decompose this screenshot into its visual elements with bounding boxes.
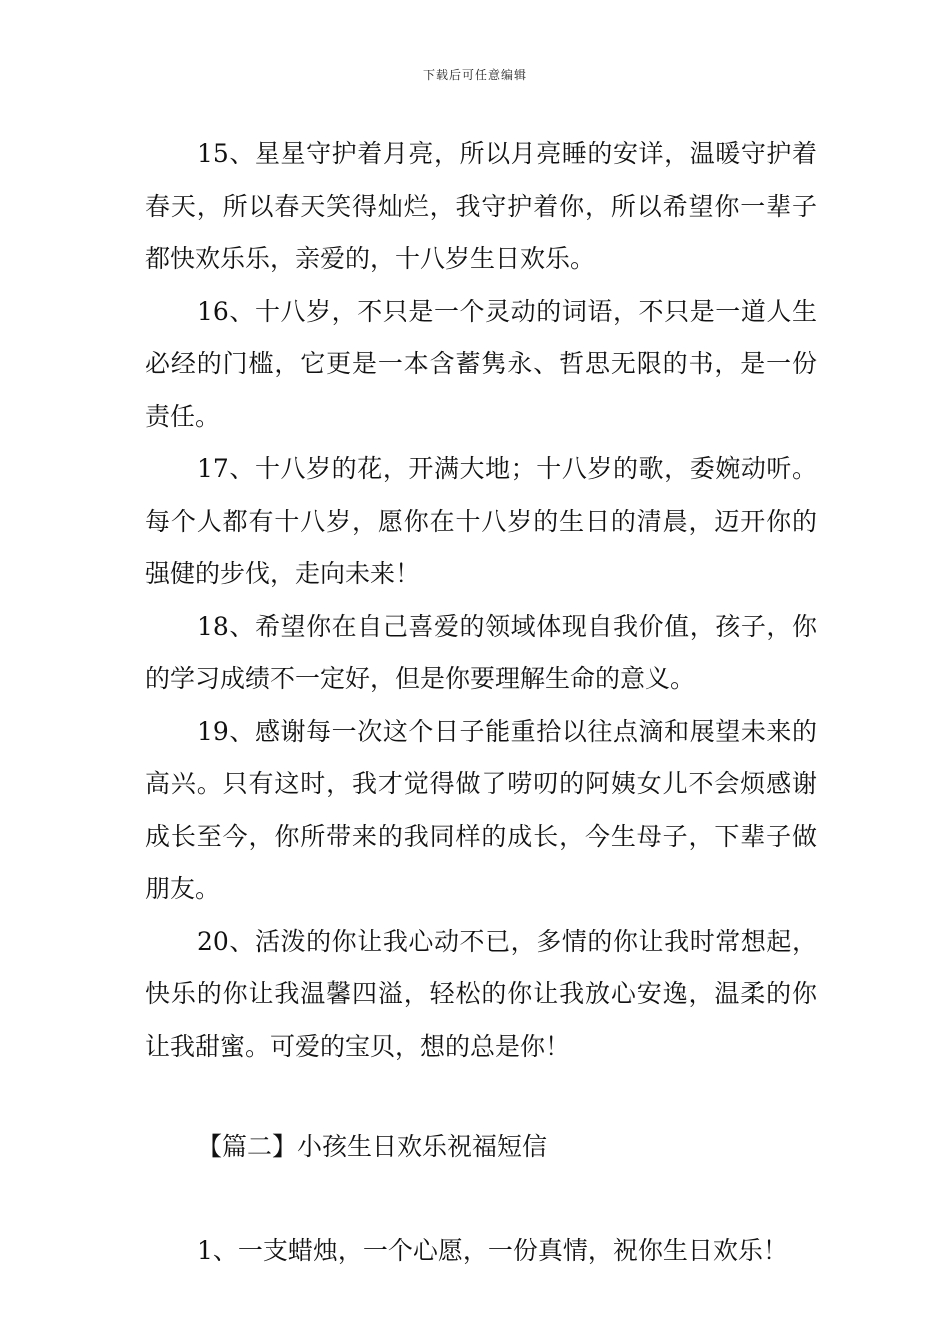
- paragraph-17: 17、十八岁的花，开满大地；十八岁的歌，委婉动听。每个人都有十八岁，愿你在十八岁的生日的清晨，迈开你的强健的步伐，走向未来！: [145, 454, 817, 588]
- page-header: 下载后可任意编辑: [422, 68, 527, 82]
- paragraph-16: 16、十八岁，不只是一个灵动的词语，不只是一道人生必经的门槛，它更是一本含蓄隽永、哲思无限的书，是一份责任。: [145, 296, 817, 431]
- document-body: [145, 128, 817, 1278]
- section-paragraph-1: 1、一支蜡烛，一个心愿，一份真情，祝你生日欢乐！: [197, 1236, 788, 1265]
- paragraph-19: 19、感谢每一次这个日子能重拾以往点滴和展望未来的高兴。只有这时，我才觉得做了唠叨的阿姨女儿不会烦感谢成长至今，你所带来的我同样的成长，今生母子，下辈子做朋友。: [145, 716, 817, 903]
- paragraph-20: 20、活泼的你让我心动不已，多情的你让我时常想起，快乐的你让我温馨四溢，轻松的你让我放心安逸，温柔的你让我甜蜜。可爱的宝贝，想的总是你！: [145, 926, 817, 1061]
- section-title: 【篇二】小孩生日欢乐祝福短信: [197, 1132, 548, 1161]
- paragraph-18: 18、希望你在自己喜爱的领域体现自我价值，孩子，你的学习成绩不一定好，但是你要理解生命的意义。: [145, 611, 817, 693]
- paragraph-15: 15、星星守护着月亮，所以月亮睡的安详，温暖守护着春天，所以春天笑得灿烂，我守护着你，所以希望你一辈子都快欢乐乐，亲爱的，十八岁生日欢乐。: [145, 139, 817, 273]
- section-spacer-2: [145, 1173, 817, 1225]
- section-spacer: [145, 1073, 817, 1121]
